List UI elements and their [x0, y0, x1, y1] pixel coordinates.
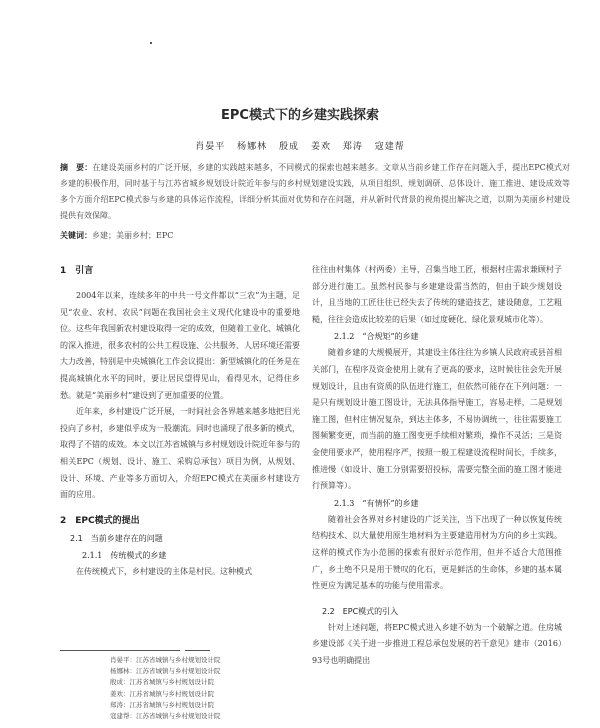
subsection-heading-2-2: 2.2 EPC模式的引入: [322, 606, 399, 616]
paragraph: 2004年以来，连续多年的中共一号文件都以“三农”为主题，足见“农业、农村、农民”问题在我国社会主义现代化建设中的重要地位。这些年我国新农村建设取得一定的成效，但随着工业化、城镇化的深入推进，很多农村的公共工程设施、公共服务、人居环境还需要大力改善，特别是中央城镇化工作会议提出：新型城镇化的任务是在提高城镇化水平的同时，要让居民望得见山，看得见水，记得住乡愁。就是“美丽乡村”建设到了更加重要的位置。: [60, 291, 300, 400]
left-column: [60, 262, 300, 580]
abstract: [60, 160, 570, 224]
footnote-rule: [185, 650, 210, 651]
abstract-text: 在建设美丽乡村的广泛开展，乡建的实践越来越多，不同模式的探索也越来越多。文章从当前乡建工作存在问题入手，提出EPC模式对乡建的积极作用，同时基于与江苏省城乡规划设计院近年参与的乡村规划建设实践，从项目组织、规划调研、总体设计、施工推进、建设成效等多个方面介绍EPC模式参与乡建的具体运作流程，详细分析其面对优势和存在问题，并从新时代背景的视角提出解决之道，以期为美丽乡村建设提供有效保障。: [60, 163, 571, 220]
paragraph: 随着社会各界对乡村建设的广泛关注，当下出现了一种以恢复传统结构技术、以大量使用原生地材料为主要建造用材为方向的乡土实践。这样的模式作为小范围的探索有很好示范作用，但并不适合大范围推广，乡土绝不只是用于赞叹的化石，更是鲜活的生命体，乡建的基本属性更应为满足基本的功能与使用需求。: [312, 514, 562, 591]
footnote-item: 肖晏平：江苏省城镇与乡村规划设计院: [110, 656, 221, 664]
paragraph: 近年来，乡村建设广泛开展，一时间社会各界越来越多地把目光投向了乡村，乡建似乎成为一股潮流。同时也涌现了很多新的模式，取得了不错的成效。本文以江苏省城镇与乡村规划设计院近年参与的相关EPC（规划、设计、施工、采购总承包）项目为例，从规划、设计、环境、产业等多方面切入，介绍EPC模式在美丽乡村建设方面的应用。: [60, 407, 300, 500]
subsection-heading-2-1-3: 2.1.3 “有情怀”的乡建: [334, 498, 419, 508]
keywords-label: 关键词：: [60, 231, 92, 240]
keywords-text: 乡建；美丽乡村；EPC: [92, 231, 174, 240]
section-heading-2: 2 EPC模式的提出: [60, 515, 140, 526]
keywords: [60, 229, 570, 243]
footnote-item: 郑涛：江苏省城镇与乡村规划设计院: [110, 700, 214, 709]
paragraph: 往往由村集体（村两委）主导，召集当地工匠，根据村庄需求兼顾村子部分进行施工。虽然村民参与乡建建设需当然的，但由于缺少规划设计，且当地的工匠往往已经失去了传统的建造技艺，建设随意，工艺粗糙，往往会造成比较差的后果（如过度硬化、绿化景观城市化等）。: [312, 265, 562, 324]
footnote-rule: [60, 650, 180, 651]
abstract-label: 摘 要：: [60, 163, 93, 172]
right-column: [312, 262, 562, 669]
section-heading-1: 1 引言: [60, 266, 94, 276]
author-name: 殷成: [279, 142, 300, 152]
author-name: 姜欢: [310, 142, 331, 152]
subsection-heading-2-1-2: 2.1.2 “合规矩”的乡建: [334, 332, 419, 342]
paper-title: EPC模式下的乡建实践探索: [221, 108, 379, 123]
footnote-item: 杨娜林：江苏省城镇与乡村规划设计院: [110, 667, 221, 676]
author-name: 杨娜林: [237, 142, 268, 152]
footnote-item: 姜欢：江苏省城镇与乡村规划设计院: [110, 689, 214, 698]
footnote-item: 殷成：江苏省城镇与乡村规划设计院: [110, 678, 214, 687]
author-name: 寇建帮: [374, 142, 405, 152]
footnote-item: 寇建帮：江苏省城镇与乡村规划设计院: [110, 712, 221, 721]
subsection-heading-2-1: 2.1 当前乡建存在的问题: [70, 533, 163, 543]
footnotes: [110, 655, 300, 722]
paragraph: 在传统模式下，乡村建设的主体是村民。这种模式: [76, 566, 252, 576]
paragraph: 随着乡建的大规模展开，其建设主体往往为乡镇人民政府或县首相关部门，在程序及资金使用上就有了更高的要求，这时候往往会先开展规划设计，且由有资质的队伍进行施工，但依然可能存在下列问题：一是只有规划设计施工图设计，无法具体指导施工，容易走样，二是规划施工图，但村庄情况复杂，到达主体多，不易协调统一，往往需要施工图频繁变更，而当前的施工图变更手续相对繁琐，操作不灵活；三是资金使用要求严，使用程序严，按照一般工程建设流程时间长，手续多，推进慢（如设计、施工分别需要招投标，需要完整全面的施工图才能进行预算等）。: [312, 348, 562, 491]
author-name: 郑涛: [342, 142, 363, 152]
paragraph: 针对上述问题，将EPC模式进入乡建不妨为一个破解之道。住房城乡建设部《关于进一步推进工程总承包发展的若干意见》建市（2016）93号也明确提出: [312, 622, 562, 665]
page-mark: [150, 42, 152, 44]
subsection-heading-2-1-1: 2.1.1 传统模式的乡建: [82, 550, 167, 560]
author-name: 肖晏平: [195, 142, 226, 152]
author-list: [0, 139, 600, 152]
